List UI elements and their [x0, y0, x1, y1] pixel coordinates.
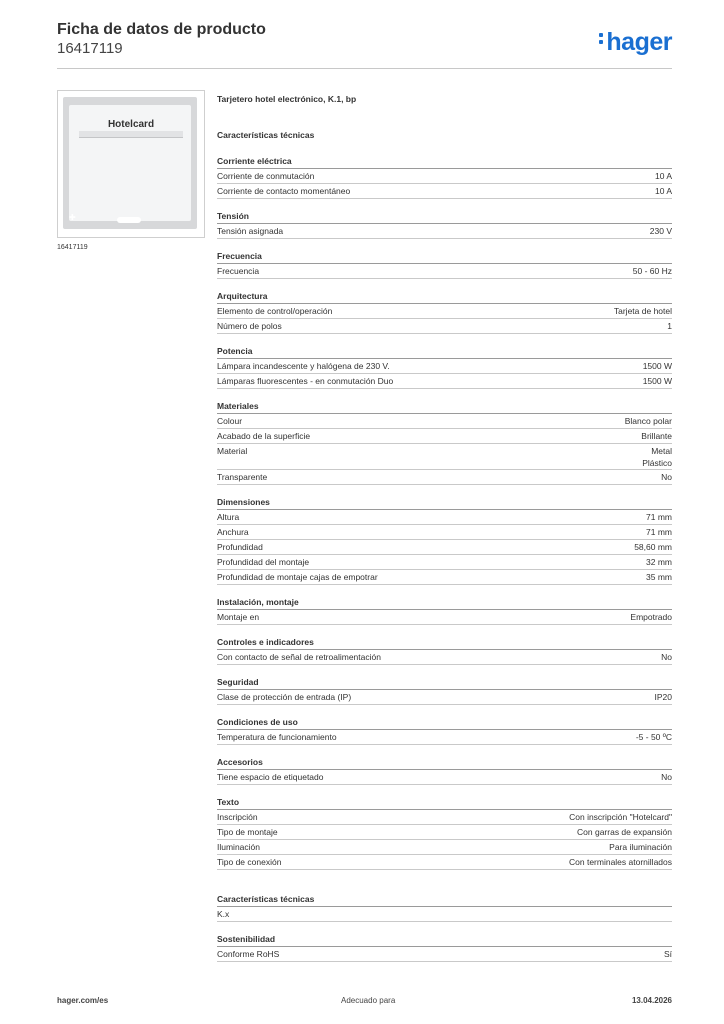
card-slot [79, 131, 183, 138]
tech-characteristics-title: Características técnicas [217, 130, 315, 140]
spec-label: Inscripción [217, 812, 258, 822]
spec-label: Profundidad de montaje cajas de empotrar [217, 572, 378, 582]
spec-label: Iluminación [217, 842, 260, 852]
spec-row [217, 169, 672, 184]
footer-website[interactable]: hager.com/es [57, 996, 109, 1005]
screw-icon: ✚ [69, 213, 76, 222]
spec-row [217, 730, 672, 745]
section-title: Tensión [217, 210, 672, 224]
spec-label: Tipo de montaje [217, 827, 278, 837]
section-title: Texto [217, 796, 672, 810]
spec-row [217, 907, 672, 922]
product-code: 16417119 [57, 40, 123, 57]
spec-section [217, 756, 672, 785]
spec-label: Material [217, 446, 248, 456]
spec-value: 71 mm [646, 527, 672, 537]
spec-label: Montaje en [217, 612, 260, 622]
spec-section [217, 345, 672, 389]
section-title: Dimensiones [217, 496, 672, 510]
spec-label: Anchura [217, 527, 249, 537]
spec-label: Conforme RoHS [217, 949, 280, 959]
spec-sections [217, 155, 672, 870]
footer-date: 13.04.2026 [631, 996, 672, 1005]
section-title: Corriente eléctrica [217, 155, 672, 169]
spec-value: Sí [663, 949, 672, 959]
spec-value: Con terminales atornillados [569, 857, 672, 867]
spec-label: Tiene espacio de etiquetado [217, 772, 324, 782]
spec-row [217, 810, 672, 825]
spec-row [217, 570, 672, 585]
spec-label: Tipo de conexión [217, 857, 282, 867]
spec-value: 35 mm [646, 572, 672, 582]
spec-content [217, 94, 672, 962]
spec-label: Acabado de la superficie [217, 431, 311, 441]
section-title: Materiales [217, 400, 672, 414]
spec-value: Empotrado [630, 612, 672, 622]
spec-section [217, 596, 672, 625]
spec-label: Lámpara incandescente y halógena de 230 V. [217, 361, 390, 371]
spec-value: IP20 [654, 692, 672, 702]
spec-label: Frecuencia [217, 266, 260, 276]
image-caption: 16417119 [57, 244, 88, 251]
spec-label: Corriente de contacto momentáneo [217, 186, 351, 196]
spec-row [217, 540, 672, 555]
spec-value: 1500 W [642, 361, 672, 371]
spec-label: Corriente de conmutación [217, 171, 315, 181]
switch-cover [69, 105, 191, 221]
hager-logo[interactable] [599, 28, 672, 57]
extra-spec-sections [217, 893, 672, 962]
spec-label: Profundidad [217, 542, 263, 552]
spec-section [217, 155, 672, 199]
spec-row [217, 429, 672, 444]
section-spacer [217, 870, 672, 882]
spec-section [217, 210, 672, 239]
section-title: Características técnicas [217, 893, 672, 907]
spec-label: Con contacto de señal de retroalimentación [217, 652, 381, 662]
spec-value: Con inscripción "Hotelcard" [569, 812, 672, 822]
spec-label: Temperatura de funcionamiento [217, 732, 337, 742]
product-image [57, 90, 205, 238]
spec-label: Clase de protección de entrada (IP) [217, 692, 352, 702]
spec-value: 1 [667, 321, 672, 331]
spec-value: Blanco polar [624, 416, 672, 426]
spec-section [217, 893, 672, 922]
spec-value: Con garras de expansión [577, 827, 672, 837]
spec-value: No [661, 472, 672, 482]
section-title: Sostenibilidad [217, 933, 672, 947]
spec-row [217, 414, 672, 429]
spec-label: Lámparas fluorescentes - en conmutación Duo [217, 376, 394, 386]
spec-row [217, 359, 672, 374]
spec-label: Altura [217, 512, 240, 522]
spec-label: Colour [217, 416, 243, 426]
spec-row [217, 555, 672, 570]
spec-value: Para iluminación [609, 842, 672, 852]
spec-value: 32 mm [646, 557, 672, 567]
logo-dots-icon [599, 30, 603, 47]
footer-suitable-for: Adecuado para [341, 996, 396, 1005]
spec-value: -5 - 50 ºC [635, 732, 672, 742]
section-title: Controles e indicadores [217, 636, 672, 650]
spec-value: Tarjeta de hotel [613, 306, 672, 316]
spec-label: Número de polos [217, 321, 282, 331]
spec-value: 50 - 60 Hz [632, 266, 672, 276]
spec-value: 58,60 mm [634, 542, 672, 552]
spec-label: Tensión asignada [217, 226, 284, 236]
spec-value: 1500 W [642, 376, 672, 386]
spec-section [217, 716, 672, 745]
spec-value: No [661, 652, 672, 662]
spec-row [217, 264, 672, 279]
led-window [117, 217, 141, 223]
spec-value: Metal Plástico [642, 446, 672, 468]
spec-value: No [661, 772, 672, 782]
document-title: Ficha de datos de producto [57, 21, 266, 38]
spec-section [217, 496, 672, 585]
spec-row [217, 690, 672, 705]
section-title: Arquitectura [217, 290, 672, 304]
hotelcard-label: Hotelcard [107, 119, 155, 130]
spec-row [217, 770, 672, 785]
spec-row [217, 650, 672, 665]
spec-section [217, 796, 672, 870]
spec-value: 10 A [654, 171, 672, 181]
section-title: Condiciones de uso [217, 716, 672, 730]
spec-section [217, 250, 672, 279]
section-title: Seguridad [217, 676, 672, 690]
spec-row [217, 855, 672, 870]
section-title: Instalación, montaje [217, 596, 672, 610]
section-title: Frecuencia [217, 250, 672, 264]
section-title: Accesorios [217, 756, 672, 770]
spec-row [217, 184, 672, 199]
spec-row [217, 825, 672, 840]
spec-row [217, 840, 672, 855]
spec-section [217, 290, 672, 334]
spec-row [217, 947, 672, 962]
spec-row [217, 319, 672, 334]
spec-row [217, 444, 672, 470]
header-divider [57, 68, 672, 69]
spec-label: Transparente [217, 472, 268, 482]
spec-label: Elemento de control/operación [217, 306, 333, 316]
spec-row [217, 374, 672, 389]
product-name: Tarjetero hotel electrónico, K.1, bp [217, 94, 357, 104]
spec-value: 71 mm [646, 512, 672, 522]
spec-label: Profundidad del montaje [217, 557, 310, 567]
spec-section [217, 933, 672, 962]
spec-label: K.x [217, 909, 230, 919]
spec-row [217, 304, 672, 319]
page-header [57, 20, 672, 68]
section-title: Potencia [217, 345, 672, 359]
logo-text: hager [606, 28, 672, 56]
spec-section [217, 676, 672, 705]
spec-row [217, 610, 672, 625]
spec-section [217, 400, 672, 485]
spec-value: 10 A [654, 186, 672, 196]
spec-row [217, 470, 672, 485]
spec-section [217, 636, 672, 665]
spec-value: 230 V [649, 226, 672, 236]
spec-row [217, 224, 672, 239]
switch-frame [63, 97, 197, 229]
spec-value: Brillante [641, 431, 672, 441]
spec-row [217, 525, 672, 540]
spec-row [217, 510, 672, 525]
